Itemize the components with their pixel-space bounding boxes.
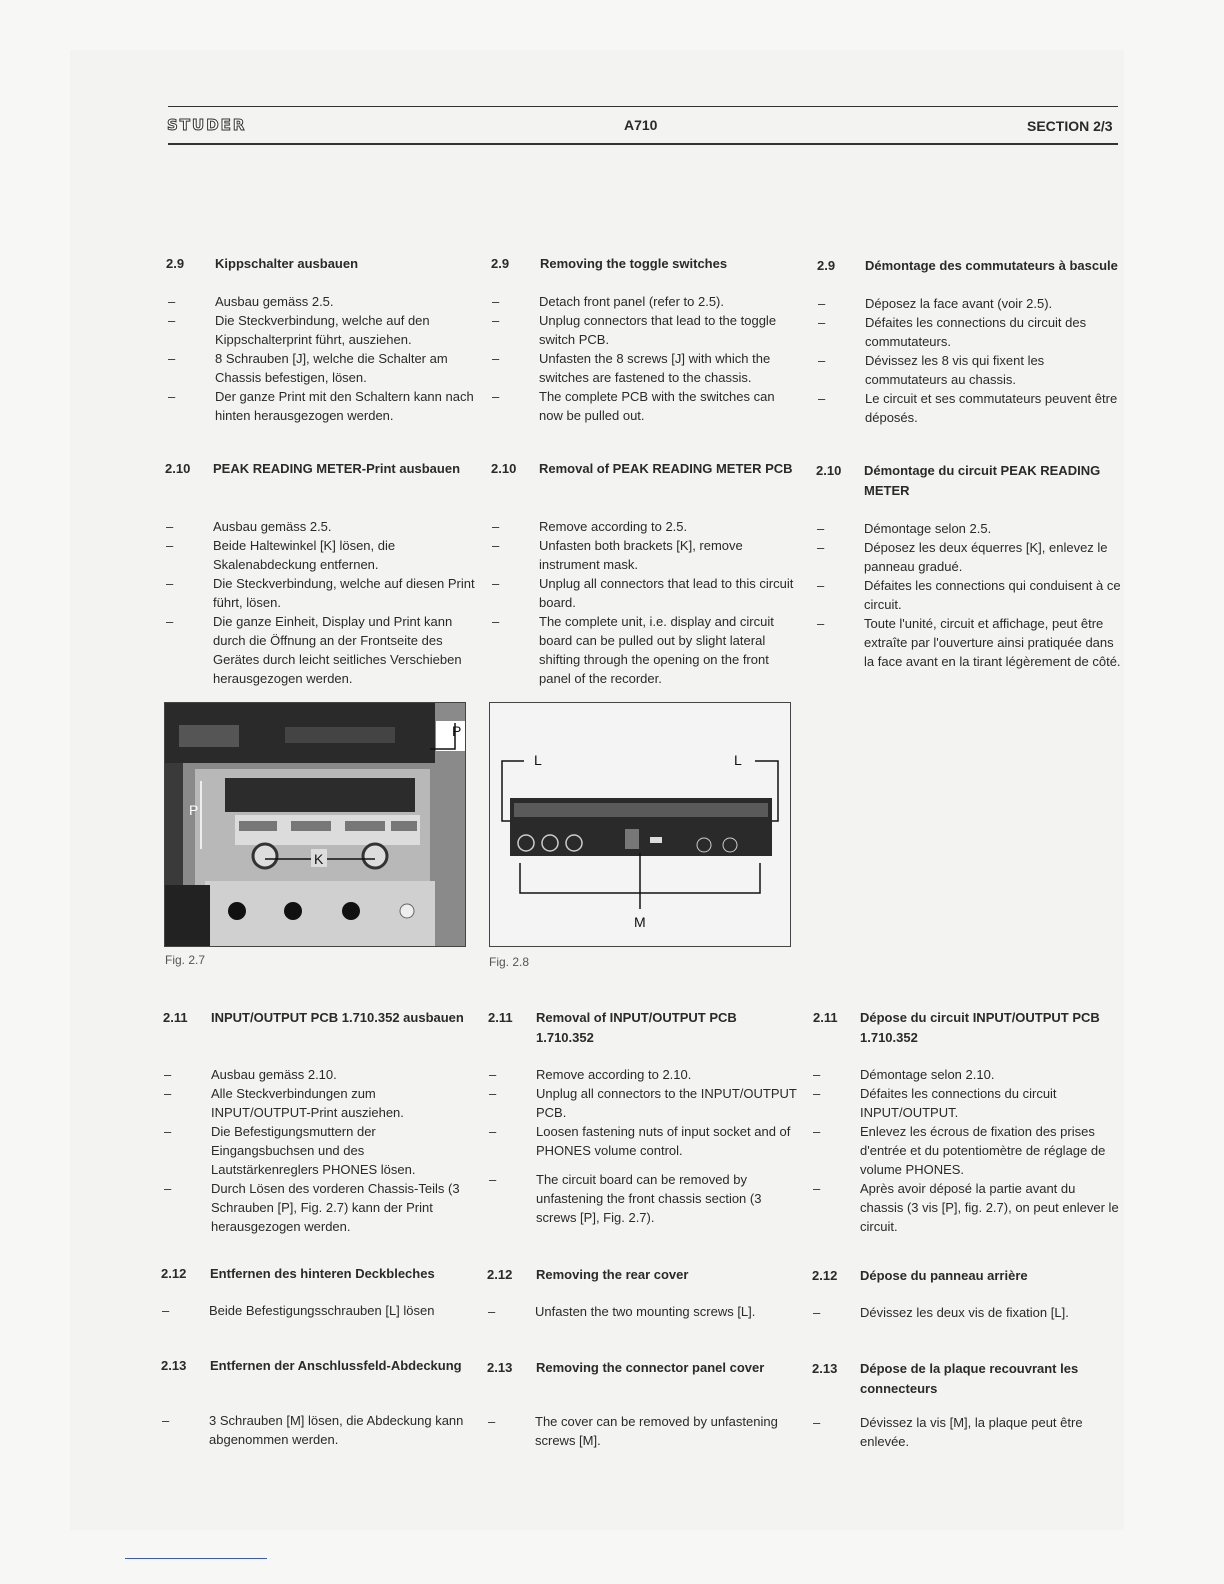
item-list-de bbox=[209, 1301, 471, 1320]
list-item: – Loosen fastening nuts of input socket and of PHONES volume control. bbox=[536, 1122, 798, 1160]
list-item: – Remove according to 2.5. bbox=[539, 517, 801, 536]
section-number: 2.10 bbox=[165, 461, 191, 476]
section-title-en: Removing the rear cover bbox=[536, 1267, 689, 1282]
section-title-de: Kippschalter ausbauen bbox=[215, 256, 359, 271]
section-number: 2.11 bbox=[488, 1010, 513, 1025]
section-title-de: Entfernen der Anschlussfeld-Abdeckung bbox=[210, 1358, 462, 1373]
list-item: – Die Steckverbindung, welche auf diesen Print führt, lösen. bbox=[213, 574, 475, 612]
list-item: – Unfasten both brackets [K], remove instrument mask. bbox=[539, 536, 801, 574]
figure-caption: Fig. 2.7 bbox=[165, 953, 206, 967]
section-number: 2.11 bbox=[813, 1010, 838, 1025]
list-item: – Die ganze Einheit, Display und Print kann durch die Öffnung an der Frontseite des Gerätes durch leicht seitliches Verschieben herausgezogen werden. bbox=[213, 612, 475, 688]
section-title-fr: Dépose du panneau arrière bbox=[860, 1268, 1028, 1283]
list-item: – Alle Steckverbindungen zum INPUT/OUTPUT-Print ausziehen. bbox=[211, 1084, 473, 1122]
list-item: – Die Steckverbindung, welche auf den Kippschalterprint führt, ausziehen. bbox=[215, 311, 477, 349]
section-number: 2.13 bbox=[161, 1358, 187, 1373]
list-item: – Unplug connectors that lead to the toggle switch PCB. bbox=[539, 311, 801, 349]
section-title-de: INPUT/OUTPUT PCB 1.710.352 ausbauen bbox=[211, 1010, 464, 1025]
section-number: 2.13 bbox=[812, 1361, 838, 1376]
studer-logo: STUDER bbox=[167, 116, 247, 134]
section-title-fr: Démontage des commutateurs à bascule bbox=[865, 258, 1118, 273]
item-list-en bbox=[539, 292, 801, 425]
section-number: 2.12 bbox=[812, 1268, 838, 1283]
section-title-en: Removal of PEAK READING METER PCB bbox=[539, 461, 793, 476]
item-list-de bbox=[211, 1065, 473, 1236]
section-number: 2.9 bbox=[166, 256, 185, 271]
item-list-en bbox=[535, 1412, 797, 1450]
section-number: 2.9 bbox=[491, 256, 510, 271]
list-item: – Ausbau gemäss 2.10. bbox=[211, 1065, 473, 1084]
list-item: – Défaites les connections du circuit des commutateurs. bbox=[865, 313, 1127, 351]
list-item: – Durch Lösen des vorderen Chassis-Teils (3 Schrauben [P], Fig. 2.7) kann der Print herausgezogen werden. bbox=[211, 1179, 473, 1236]
list-item: – Déposez la face avant (voir 2.5). bbox=[865, 294, 1127, 313]
item-list-fr bbox=[865, 294, 1127, 427]
list-item: – The complete PCB with the switches can now be pulled out. bbox=[539, 387, 801, 425]
item-list-fr bbox=[860, 1413, 1122, 1451]
fig-2-7-photo bbox=[165, 703, 465, 946]
section-title-en: Removal of INPUT/OUTPUT PCB 1.710.352 bbox=[536, 1010, 737, 1045]
item-list-de bbox=[209, 1411, 471, 1449]
section-title-de: Entfernen des hinteren Deckbleches bbox=[210, 1266, 435, 1281]
list-item: – Unfasten the two mounting screws [L]. bbox=[535, 1302, 797, 1321]
model-label: A710 bbox=[624, 117, 658, 133]
list-item: – Toute l'unité, circuit et affichage, peut être extraîte par l'ouverture ainsi pratiquée dans la face avant en la tirant légèrement de côté. bbox=[864, 614, 1126, 671]
list-item: – The cover can be removed by unfastening screws [M]. bbox=[535, 1412, 797, 1450]
section-number: 2.10 bbox=[491, 461, 517, 476]
list-item: – Der ganze Print mit den Schaltern kann nach hinten herausgezogen werden. bbox=[215, 387, 477, 425]
item-list-de bbox=[215, 292, 477, 425]
item-list-de bbox=[213, 517, 475, 688]
fig-2-7-label-p: P bbox=[189, 802, 199, 818]
list-item: – Dévissez la vis [M], la plaque peut être enlevée. bbox=[860, 1413, 1122, 1451]
section-label: SECTION 2/3 bbox=[1027, 118, 1113, 134]
item-list-en bbox=[535, 1302, 797, 1321]
list-item: – Unfasten the 8 screws [J] with which the switches are fastened to the chassis. bbox=[539, 349, 801, 387]
section-title-fr: Dépose de la plaque recouvrant les connecteurs bbox=[860, 1361, 1079, 1396]
section-number: 2.12 bbox=[161, 1266, 187, 1281]
figure-2-7 bbox=[164, 702, 466, 947]
item-list-fr bbox=[860, 1303, 1122, 1322]
list-item: – Dévissez les deux vis de fixation [L]. bbox=[860, 1303, 1122, 1322]
list-item: – Remove according to 2.10. bbox=[536, 1065, 798, 1084]
list-item: – Démontage selon 2.5. bbox=[864, 519, 1126, 538]
section-title-de: PEAK READING METER-Print ausbauen bbox=[213, 461, 461, 476]
list-item: – 3 Schrauben [M] lösen, die Abdeckung kann abgenommen werden. bbox=[209, 1411, 471, 1449]
item-list-en bbox=[536, 1065, 798, 1227]
section-title-en: Removing the toggle switches bbox=[540, 256, 728, 271]
list-item: – Beide Befestigungsschrauben [L] lösen bbox=[209, 1301, 471, 1320]
footnote-rule bbox=[125, 1558, 267, 1559]
section-number: 2.11 bbox=[163, 1010, 188, 1025]
section-title-fr: Dépose du circuit INPUT/OUTPUT PCB 1.710.352 bbox=[860, 1010, 1100, 1045]
item-list-fr bbox=[860, 1065, 1122, 1236]
section-number: 2.12 bbox=[487, 1267, 513, 1282]
list-item: – Défaites les connections qui conduisent à ce circuit. bbox=[864, 576, 1126, 614]
section-number: 2.9 bbox=[817, 258, 836, 273]
fig-2-8-label-l: L bbox=[734, 752, 742, 768]
list-item: – 8 Schrauben [J], welche die Schalter am Chassis befestigen, lösen. bbox=[215, 349, 477, 387]
list-item: – Die Befestigungsmuttern der Eingangsbuchsen und des Lautstärkenreglers PHONES lösen. bbox=[211, 1122, 473, 1179]
list-item: – Défaites les connections du circuit INPUT/OUTPUT. bbox=[860, 1084, 1122, 1122]
list-item: – Ausbau gemäss 2.5. bbox=[215, 292, 477, 311]
list-item: – The complete unit, i.e. display and circuit board can be pulled out by slight lateral shifting through the opening on the front panel of the recorder. bbox=[539, 612, 801, 688]
section-number: 2.10 bbox=[816, 463, 842, 478]
list-item: – Detach front panel (refer to 2.5). bbox=[539, 292, 801, 311]
list-item: – Dévissez les 8 vis qui fixent les commutateurs au chassis. bbox=[865, 351, 1127, 389]
fig-2-7-label-k: K bbox=[314, 851, 324, 867]
list-item: – Déposez les deux équerres [K], enlevez le panneau gradué. bbox=[864, 538, 1126, 576]
section-title-fr: Démontage du circuit PEAK READING METER bbox=[864, 463, 1101, 498]
fig-2-8-label-l: L bbox=[534, 752, 542, 768]
fig-2-8-label-m: M bbox=[634, 914, 646, 930]
section-title-en: Removing the connector panel cover bbox=[536, 1360, 765, 1375]
list-item: – The circuit board can be removed by unfastening the front chassis section (3 screws [P], Fig. 2.7). bbox=[536, 1170, 798, 1227]
fig-2-8-photo bbox=[490, 703, 790, 946]
list-item: – Unplug all connectors to the INPUT/OUTPUT PCB. bbox=[536, 1084, 798, 1122]
list-item: – Démontage selon 2.10. bbox=[860, 1065, 1122, 1084]
fig-2-7-label-p: P bbox=[452, 723, 462, 739]
section-number: 2.13 bbox=[487, 1360, 513, 1375]
figure-2-8 bbox=[489, 702, 791, 947]
header-top-rule bbox=[168, 106, 1118, 107]
list-item: – Le circuit et ses commutateurs peuvent être déposés. bbox=[865, 389, 1127, 427]
header-bottom-rule bbox=[168, 143, 1118, 145]
list-item: – Après avoir déposé la partie avant du chassis (3 vis [P], fig. 2.7), on peut enlever le circuit. bbox=[860, 1179, 1122, 1236]
list-item: – Ausbau gemäss 2.5. bbox=[213, 517, 475, 536]
list-item: – Unplug all connectors that lead to this circuit board. bbox=[539, 574, 801, 612]
item-list-fr bbox=[864, 519, 1126, 671]
list-item: – Beide Haltewinkel [K] lösen, die Skalenabdeckung entfernen. bbox=[213, 536, 475, 574]
figure-caption: Fig. 2.8 bbox=[489, 955, 530, 969]
list-item: – Enlevez les écrous de fixation des prises d'entrée et du potentiomètre de réglage de volume PHONES. bbox=[860, 1122, 1122, 1179]
item-list-en bbox=[539, 517, 801, 688]
